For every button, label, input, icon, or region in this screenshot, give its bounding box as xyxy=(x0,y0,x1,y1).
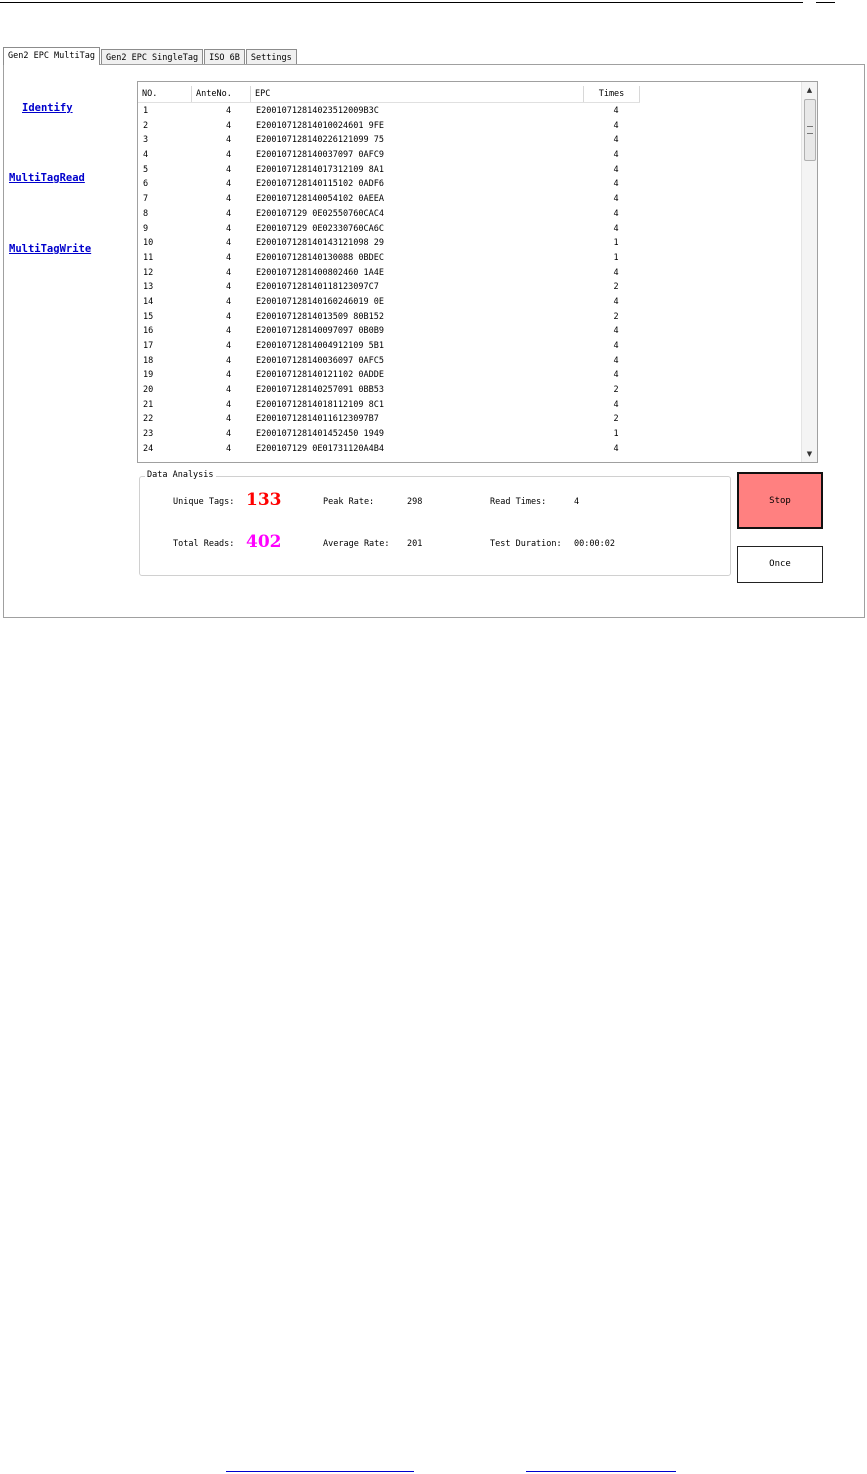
data-analysis-group xyxy=(139,476,731,576)
row-anteno: 4 xyxy=(225,135,232,146)
scroll-grip-icon xyxy=(807,126,813,134)
tab-gen2-epc-multitag[interactable]: Gen2 EPC MultiTag xyxy=(3,47,100,65)
row-anteno: 4 xyxy=(225,370,232,381)
row-times: 4 xyxy=(613,150,619,161)
table-row[interactable] xyxy=(138,427,802,442)
row-times: 4 xyxy=(613,355,619,366)
row-no: 7 xyxy=(143,194,149,205)
row-anteno: 4 xyxy=(225,164,232,175)
row-epc: E200107128140037097 0AFC9 xyxy=(256,150,384,161)
row-times: 4 xyxy=(613,370,619,381)
footer-link-left[interactable] xyxy=(226,1471,414,1472)
row-times: 4 xyxy=(613,341,619,351)
table-row[interactable] xyxy=(138,207,802,222)
row-times: 2 xyxy=(613,311,619,322)
scroll-thumb[interactable] xyxy=(804,99,816,161)
unique-tags-label: Unique Tags: xyxy=(173,497,235,507)
tab-settings[interactable]: Settings xyxy=(246,49,297,65)
row-anteno: 4 xyxy=(225,399,232,410)
row-times: 2 xyxy=(613,414,619,425)
table-row[interactable] xyxy=(138,177,802,192)
table-row[interactable] xyxy=(138,133,802,148)
table-row[interactable] xyxy=(138,383,802,398)
row-anteno: 4 xyxy=(225,252,232,263)
row-epc: E200107128140054102 0AEEA xyxy=(256,194,384,205)
read-times-label: Read Times: xyxy=(490,497,547,507)
table-row[interactable] xyxy=(138,251,802,266)
row-anteno: 4 xyxy=(225,282,232,293)
row-anteno: 4 xyxy=(225,208,232,219)
vertical-scrollbar[interactable] xyxy=(801,82,817,462)
multitag-write-link[interactable]: MultiTagWrite xyxy=(9,243,92,255)
test-duration-label: Test Duration: xyxy=(490,539,562,549)
row-epc: E20010712814018112109 8C1 xyxy=(256,399,384,410)
row-anteno: 4 xyxy=(225,429,232,440)
row-anteno: 4 xyxy=(225,120,232,131)
footer-link-right[interactable] xyxy=(526,1471,676,1472)
row-no: 1 xyxy=(143,106,149,116)
row-epc: E20010712814013509 80B152 xyxy=(256,311,384,322)
row-times: 4 xyxy=(613,164,619,175)
row-times: 4 xyxy=(613,120,619,131)
row-anteno: 4 xyxy=(225,355,232,366)
scroll-up-arrow-icon[interactable]: ▲ xyxy=(806,86,813,94)
row-anteno: 4 xyxy=(225,414,232,425)
row-epc: E200107129 0E02550760CAC4 xyxy=(256,208,384,219)
table-row[interactable] xyxy=(138,148,802,163)
row-anteno: 4 xyxy=(225,326,232,337)
row-epc: E200107128140130088 0BDEC xyxy=(256,252,384,263)
table-row[interactable] xyxy=(138,104,802,119)
row-anteno: 4 xyxy=(225,385,232,396)
row-times: 4 xyxy=(613,326,619,337)
row-no: 14 xyxy=(143,296,154,307)
row-epc: E20010712814010024601 9FE xyxy=(256,120,384,131)
table-row[interactable] xyxy=(138,295,802,310)
row-times: 1 xyxy=(613,238,619,249)
table-row[interactable] xyxy=(138,339,802,354)
row-times: 4 xyxy=(613,443,619,454)
row-times: 2 xyxy=(613,282,619,293)
row-epc: E200107129 0E01731120A4B4 xyxy=(256,443,384,454)
row-anteno: 4 xyxy=(225,311,232,322)
row-anteno: 4 xyxy=(225,179,232,190)
row-epc: E200107128140115102 0ADF6 xyxy=(256,179,384,190)
row-times: 1 xyxy=(613,252,619,263)
row-times: 4 xyxy=(613,267,619,278)
row-anteno: 4 xyxy=(225,341,232,351)
table-row[interactable] xyxy=(138,266,802,281)
unique-tags-value: 133 xyxy=(246,490,282,510)
row-no: 9 xyxy=(143,223,149,234)
peak-rate-label: Peak Rate: xyxy=(323,497,375,507)
row-anteno: 4 xyxy=(225,150,232,161)
table-row[interactable] xyxy=(138,442,802,457)
table-row[interactable] xyxy=(138,163,802,178)
scroll-down-arrow-icon[interactable]: ▼ xyxy=(806,450,813,458)
peak-rate-value: 298 xyxy=(407,497,423,507)
table-row[interactable] xyxy=(138,354,802,369)
page-header-rule xyxy=(0,2,803,3)
row-epc: E200107128140116123097B7 xyxy=(256,414,379,425)
row-times: 4 xyxy=(613,135,619,146)
row-no: 12 xyxy=(143,267,154,278)
average-rate-value: 201 xyxy=(407,539,423,549)
row-anteno: 4 xyxy=(225,106,232,116)
table-row[interactable] xyxy=(138,192,802,207)
row-no: 8 xyxy=(143,208,149,219)
row-no: 10 xyxy=(143,238,154,249)
row-epc: E200107128140036097 0AFC5 xyxy=(256,355,384,366)
row-epc: E20010712814017312109 8A1 xyxy=(256,164,384,175)
row-no: 6 xyxy=(143,179,149,190)
table-row[interactable] xyxy=(138,119,802,134)
row-no: 15 xyxy=(143,311,154,322)
identify-link[interactable]: Identify xyxy=(22,102,73,114)
once-button[interactable]: Once xyxy=(737,546,823,583)
read-times-value: 4 xyxy=(574,497,580,507)
row-no: 21 xyxy=(143,399,154,410)
row-no: 3 xyxy=(143,135,149,146)
table-body xyxy=(138,104,802,457)
row-times: 4 xyxy=(613,106,619,116)
row-no: 18 xyxy=(143,355,154,366)
row-no: 13 xyxy=(143,282,154,293)
row-anteno: 4 xyxy=(225,238,232,249)
table-row[interactable] xyxy=(138,368,802,383)
total-reads-value: 402 xyxy=(246,532,282,552)
average-rate-label: Average Rate: xyxy=(323,539,390,549)
column-header-no[interactable]: NO. xyxy=(138,86,192,102)
row-epc: E20010712814023512009B3C xyxy=(256,106,379,116)
row-no: 23 xyxy=(143,429,154,440)
row-epc: E200107128140257091 0BB53 xyxy=(256,385,384,396)
tab-gen2-epc-singletag[interactable]: Gen2 EPC SingleTag xyxy=(101,49,203,65)
row-epc: E200107128140226121099 75 xyxy=(256,135,384,146)
row-anteno: 4 xyxy=(225,296,232,307)
column-header-epc[interactable]: EPC xyxy=(251,86,584,102)
table-row[interactable] xyxy=(138,236,802,251)
row-epc: E200107128140118123097C7 xyxy=(256,282,379,293)
row-anteno: 4 xyxy=(225,443,232,454)
table-row[interactable] xyxy=(138,310,802,325)
row-no: 5 xyxy=(143,164,149,175)
row-anteno: 4 xyxy=(225,223,232,234)
row-times: 2 xyxy=(613,385,619,396)
row-epc: E2001071281400802460 1A4E xyxy=(256,267,384,278)
table-row[interactable] xyxy=(138,280,802,295)
row-epc: E2001071281401452450 1949 xyxy=(256,429,384,440)
data-analysis-title: Data Analysis xyxy=(147,470,214,480)
row-times: 4 xyxy=(613,296,619,307)
row-times: 4 xyxy=(613,223,619,234)
table-row[interactable] xyxy=(138,398,802,413)
row-epc: E200107129 0E02330760CA6C xyxy=(256,223,384,234)
page-number-rule xyxy=(816,2,835,3)
row-no: 17 xyxy=(143,341,154,351)
row-no: 11 xyxy=(143,252,154,263)
table-header xyxy=(138,86,640,103)
row-no: 22 xyxy=(143,414,154,425)
row-no: 20 xyxy=(143,385,154,396)
column-header-times[interactable]: Times xyxy=(584,86,640,102)
row-no: 4 xyxy=(143,150,149,161)
row-epc: E20010712814004912109 5B1 xyxy=(256,341,384,351)
tab-iso-6b[interactable]: ISO 6B xyxy=(204,49,245,65)
row-no: 24 xyxy=(143,443,154,454)
row-no: 19 xyxy=(143,370,154,381)
column-header-anteno[interactable]: AnteNo. xyxy=(192,86,251,102)
row-epc: E200107128140143121098 29 xyxy=(256,238,384,249)
row-anteno: 4 xyxy=(225,194,232,205)
row-times: 4 xyxy=(613,399,619,410)
tag-table[interactable] xyxy=(137,81,818,463)
stop-button[interactable]: Stop xyxy=(737,472,823,529)
row-epc: E200107128140097097 0B0B9 xyxy=(256,326,384,337)
row-times: 4 xyxy=(613,194,619,205)
row-no: 2 xyxy=(143,120,149,131)
tab-bar xyxy=(3,47,298,64)
row-times: 4 xyxy=(613,179,619,190)
row-epc: E200107128140160246019 0E xyxy=(256,296,384,307)
total-reads-label: Total Reads: xyxy=(173,539,235,549)
row-times: 4 xyxy=(613,208,619,219)
row-times: 1 xyxy=(613,429,619,440)
row-epc: E200107128140121102 0ADDE xyxy=(256,370,384,381)
multitag-read-link[interactable]: MultiTagRead xyxy=(9,172,85,184)
table-row[interactable] xyxy=(138,412,802,427)
table-row[interactable] xyxy=(138,222,802,237)
row-no: 16 xyxy=(143,326,154,337)
row-anteno: 4 xyxy=(225,267,232,278)
table-row[interactable] xyxy=(138,324,802,339)
test-duration-value: 00:00:02 xyxy=(574,539,615,549)
